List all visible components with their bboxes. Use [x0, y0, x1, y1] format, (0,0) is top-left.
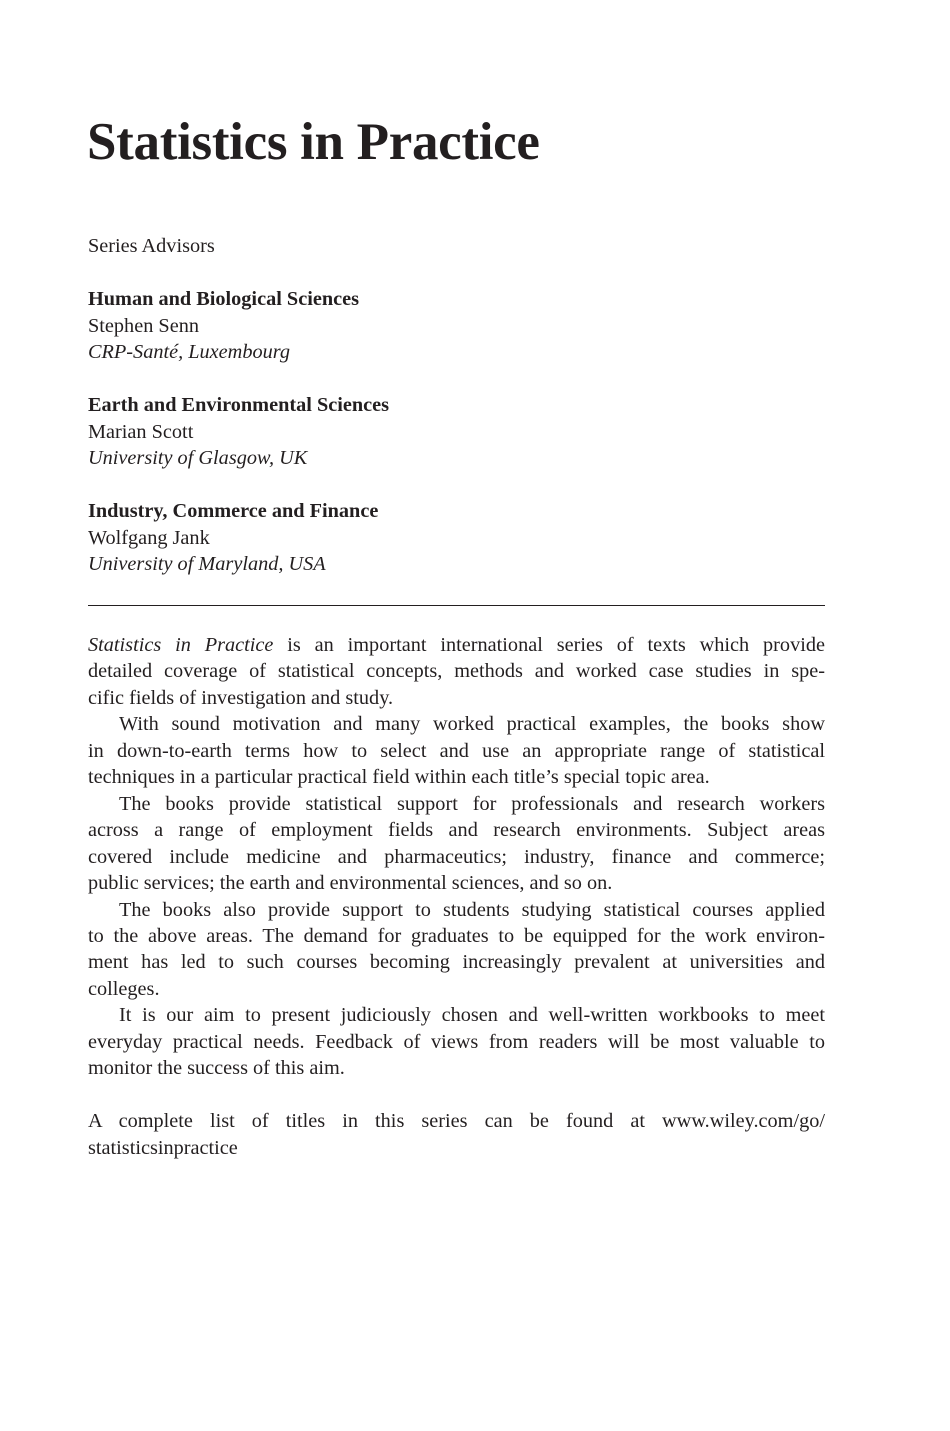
paragraph-line: covered include medicine and pharmaceutics; industry, finance and commerce;: [88, 845, 825, 868]
paragraph-line: [88, 632, 825, 658]
advisor-affiliation: University of Glasgow, UK: [88, 447, 308, 469]
paragraph-line: in down-to-earth terms how to select and use an appropriate range of statistical: [88, 739, 825, 762]
paragraph-line: cific fields of investigation and study.: [88, 686, 394, 709]
paragraph-line: techniques in a particular practical field within each title’s special topic area.: [88, 766, 710, 789]
titles-list-line: A complete list of titles in this series can be found at www.wiley.com/go/: [88, 1110, 825, 1132]
paragraph-line: across a range of employment fields and research environments. Subject areas: [88, 819, 825, 842]
titles-list-url: statisticsinpractice: [88, 1136, 238, 1159]
paragraph-line: The books provide statistical support for professionals and research workers: [119, 792, 825, 815]
paragraph-line: The books also provide support to students studying statistical courses applied: [119, 898, 825, 921]
paragraph-line: It is our aim to present judiciously chosen and well-written workbooks to meet: [119, 1004, 825, 1027]
paragraph-line: to the above areas. The demand for graduates to be equipped for the work environ-: [88, 924, 825, 947]
advisor-field: Industry, Commerce and Finance: [88, 500, 379, 522]
page-title: Statistics in Practice: [87, 113, 540, 171]
advisor-affiliation: CRP-Santé, Luxembourg: [88, 341, 291, 363]
advisor-field: Human and Biological Sciences: [88, 288, 360, 310]
paragraph-line: monitor the success of this aim.: [88, 1057, 345, 1080]
paragraph-line: colleges.: [88, 977, 160, 1000]
advisor-name: Marian Scott: [88, 420, 194, 443]
advisor-field: Earth and Environmental Sciences: [88, 394, 390, 416]
series-title-italic: Statistics in Practice: [88, 634, 274, 656]
series-advisors-label: Series Advisors: [88, 235, 215, 257]
advisor-affiliation: University of Maryland, USA: [88, 553, 326, 575]
paragraph-line: public services; the earth and environmental sciences, and so on.: [88, 872, 613, 895]
divider: [88, 605, 825, 606]
paragraph-line: With sound motivation and many worked practical examples, the books show: [119, 713, 825, 736]
paragraph-line: ment has led to such courses becoming increasingly prevalent at universities and: [88, 951, 825, 974]
paragraph-line: everyday practical needs. Feedback of views from readers will be most valuable to: [88, 1030, 825, 1053]
advisor-name: Wolfgang Jank: [88, 526, 210, 549]
advisor-name: Stephen Senn: [88, 314, 199, 337]
paragraph-text: is an important international series of texts which provide: [273, 634, 825, 656]
paragraph-line: detailed coverage of statistical concepts, methods and worked case studies in spe-: [88, 660, 825, 683]
